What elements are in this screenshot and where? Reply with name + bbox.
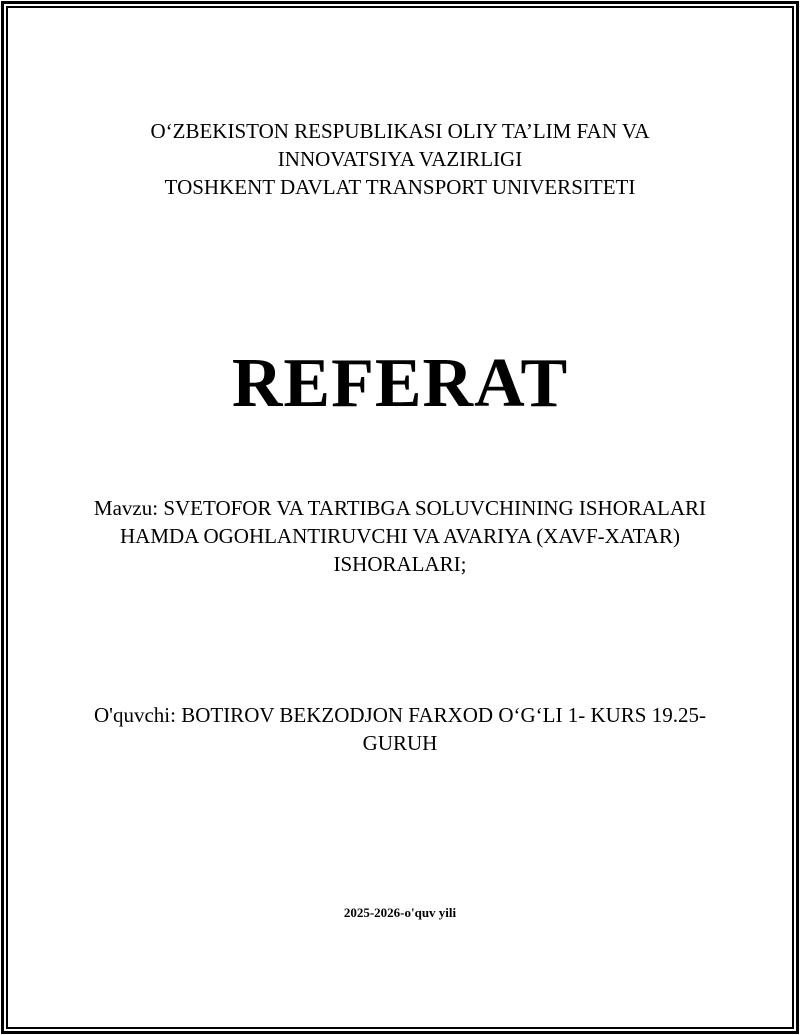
ministry-header bbox=[40, 117, 760, 201]
topic-section bbox=[40, 494, 760, 578]
topic-line-2: HAMDA OGOHLANTIRUVCHI VA AVARIYA (XAVF-XATAR) bbox=[120, 524, 680, 548]
topic-line-1: Mavzu: SVETOFOR VA TARTIBGA SOLUVCHINING ISHORALARI bbox=[93, 496, 707, 520]
ministry-header-line-1: OʻZBEKISTON RESPUBLIKASI OLIY TA’LIM FAN VA bbox=[150, 119, 650, 143]
student-line-1: O'quvchi: BOTIROV BEKZODJON FARXOD OʻGʻLI 1- KURS 19.25- bbox=[94, 703, 706, 727]
student-section bbox=[40, 701, 760, 757]
topic-line-3: ISHORALARI; bbox=[333, 552, 467, 576]
school-year: 2025-2026-o'quv yili bbox=[343, 905, 457, 920]
document-title: REFERAT bbox=[231, 345, 569, 422]
student-line-2: GURUH bbox=[362, 731, 438, 755]
ministry-header-line-2: INNOVATSIYA VAZIRLIGI bbox=[277, 147, 523, 171]
university-name-line: TOSHKENT DAVLAT TRANSPORT UNIVERSITETI bbox=[164, 175, 636, 199]
